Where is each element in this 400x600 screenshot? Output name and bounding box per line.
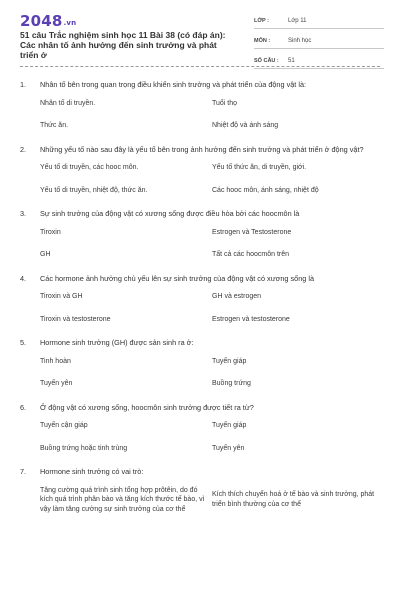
question-number: 7. [20,467,27,476]
header-divider [20,66,380,67]
question-stem [20,145,380,155]
answer-option-a[interactable]: Tuyến cận giáp [40,422,88,429]
question-7 [20,467,380,514]
answer-option-b[interactable]: Tuyến giáp [212,422,247,429]
meta-value: 51 [288,57,295,64]
question-6 [20,403,380,454]
answer-option-a[interactable]: Nhân tố di truyền. [40,99,96,107]
answer-option-a[interactable]: Tiroxin và GH [40,293,83,300]
question-text: Hormone sinh trưởng có vai trò: [40,467,144,476]
answer-option-c[interactable]: Buồng trứng hoặc tinh trùng [40,444,128,452]
answer-option-b[interactable]: Tuổi thọ [212,99,238,107]
meta-value: Sinh học [288,37,312,44]
answer-option-d[interactable]: Tuyến yên [212,444,245,452]
meta-subject [254,33,384,49]
answer-options [40,163,380,195]
answer-option-b[interactable]: Yếu tố thức ăn, di truyền, giới. [212,164,307,171]
answer-option-a[interactable]: Yếu tố di truyền, các hooc môn. [40,164,139,171]
question-stem [20,80,380,90]
answer-option-d[interactable]: Các hooc môn, ánh sáng, nhiệt độ [212,186,319,194]
answer-options [40,228,380,260]
answer-option-d[interactable]: Estrogen và testosterone [212,315,290,323]
question-number: 4. [20,273,27,283]
answer-option-d[interactable]: Nhiệt độ và ánh sáng [212,122,279,129]
logo-text: 2048 [20,12,63,30]
meta-class [254,13,384,29]
question-1 [20,80,380,131]
meta-label: LỚP : [254,17,269,24]
answer-option-c[interactable]: Tuyến yên [40,380,73,387]
answer-option-d[interactable]: Buồng trứng [212,380,251,387]
meta-value: Lớp 11 [288,17,307,24]
answer-option-a[interactable]: Tinh hoàn [40,357,71,365]
answer-option-d[interactable]: Tất cả các hoocmôn trên [212,251,290,258]
question-stem [20,467,380,477]
answer-option-b[interactable]: Kích thích chuyển hoá ở tế bào và sinh trưởng, phát triển bình thường của cơ thể [212,491,375,508]
answer-options [40,99,380,131]
answer-options [40,486,380,515]
logo-suffix: .vn [63,19,77,27]
answer-option-c[interactable]: Tiroxin và testosterone [40,315,111,323]
answer-options [40,357,380,389]
question-stem [20,338,380,348]
answer-option-c[interactable]: GH [40,251,51,258]
answer-option-a[interactable]: Tiroxin [40,228,61,236]
document-title: 51 câu Trắc nghiệm sinh học 11 Bài 38 (có đáp án): Các nhân tố ảnh hưởng đến sinh trưởng và phát triển ở [20,30,226,60]
question-text: Ở động vật có xương sống, hoocmôn sinh trưởng được tiết ra từ? [40,402,254,412]
question-text: Hormone sinh trưởng (GH) được sản sinh ra ở: [40,338,194,347]
question-stem [20,274,380,284]
question-text: Nhân tố bên trong quan trọng điều khiển sinh trưởng và phát triển của động vật là: [40,80,307,89]
answer-option-b[interactable]: Tuyến giáp [212,357,247,365]
meta-panel [254,13,384,69]
meta-label: SỐ CÂU : [254,57,279,64]
question-number: 3. [20,209,27,218]
question-number: 2. [20,144,27,154]
site-logo[interactable] [20,12,76,30]
answer-option-c[interactable]: Yếu tố di truyền, nhiệt độ, thức ăn. [40,186,148,194]
answer-options [40,292,380,324]
answer-option-a[interactable]: Tăng cường quá trình sinh tổng hợp prôtêin, do đó kích quá trình phân bào và tăng kích thước tế bào, vì vậy làm tăng cường sự sinh trưởng của cơ thể [40,486,205,513]
answer-option-c[interactable]: Thức ăn. [40,122,69,129]
answer-option-b[interactable]: GH và estrogen [212,293,262,300]
question-stem [20,209,380,219]
question-number: 1. [20,80,27,89]
question-list [20,80,380,528]
answer-options [40,421,380,453]
meta-label: MÔN : [254,37,271,44]
question-number: 6. [20,402,27,412]
question-text: Những yếu tố nào sau đây là yếu tố bên trong ảnh hưởng đến sinh trưởng và phát triển ở động vật? [40,144,364,154]
answer-option-b[interactable]: Estrogen và Testosterone [212,228,292,236]
question-number: 5. [20,338,27,347]
question-text: Sự sinh trưởng của động vật có xương sống được điều hòa bởi các hoocmôn là [40,209,300,218]
question-stem [20,403,380,413]
question-2 [20,145,380,196]
question-text: Các hormone ảnh hưởng chủ yếu lên sự sinh trưởng của động vật có xương sống là [40,273,315,283]
page-header [0,0,400,64]
question-5 [20,338,380,389]
question-4 [20,274,380,325]
question-3 [20,209,380,260]
